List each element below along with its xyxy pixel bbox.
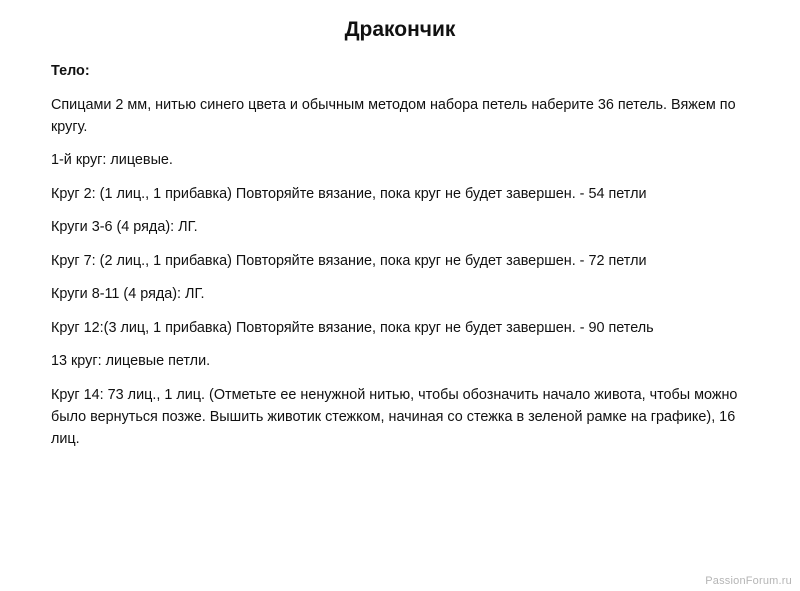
- paragraph-round-7: Круг 7: (2 лиц., 1 прибавка) Повторяйте вязание, пока круг не будет завершен. - 72 петли: [51, 252, 647, 269]
- paragraph-rounds-3-6: Круги 3-6 (4 ряда): ЛГ.: [51, 219, 198, 235]
- paragraph-rounds-8-11: Круги 8-11 (4 ряда): ЛГ.: [51, 286, 205, 302]
- paragraph-cast-on: Спицами 2 мм, нитью синего цвета и обычным методом набора петель наберите 36 петель. Вяжем по кругу.: [51, 96, 736, 135]
- document-title: Дракончик: [344, 18, 456, 41]
- paragraph-round-13: 13 круг: лицевые петли.: [51, 353, 211, 369]
- document-body: [51, 60, 751, 461]
- paragraph-round-12: Круг 12:(3 лиц, 1 прибавка) Повторяйте вязание, пока круг не будет завершен. - 90 петель: [51, 319, 654, 336]
- paragraph-round-1: 1-й круг: лицевые.: [51, 152, 173, 168]
- section-heading: Тело:: [51, 63, 90, 79]
- paragraph-round-2: Круг 2: (1 лиц., 1 прибавка) Повторяйте вязание, пока круг не будет завершен. - 54 петли: [51, 185, 647, 202]
- paragraph-round-14: Круг 14: 73 лиц., 1 лиц. (Отметьте ее ненужной нитью, чтобы обозначить начало живота, чтобы можно было вернуться позже. Вышить животик стежком, начиная со стежка в зеленой рамке на графике), 16 лиц.: [51, 386, 738, 447]
- watermark: PassionForum.ru: [705, 575, 792, 587]
